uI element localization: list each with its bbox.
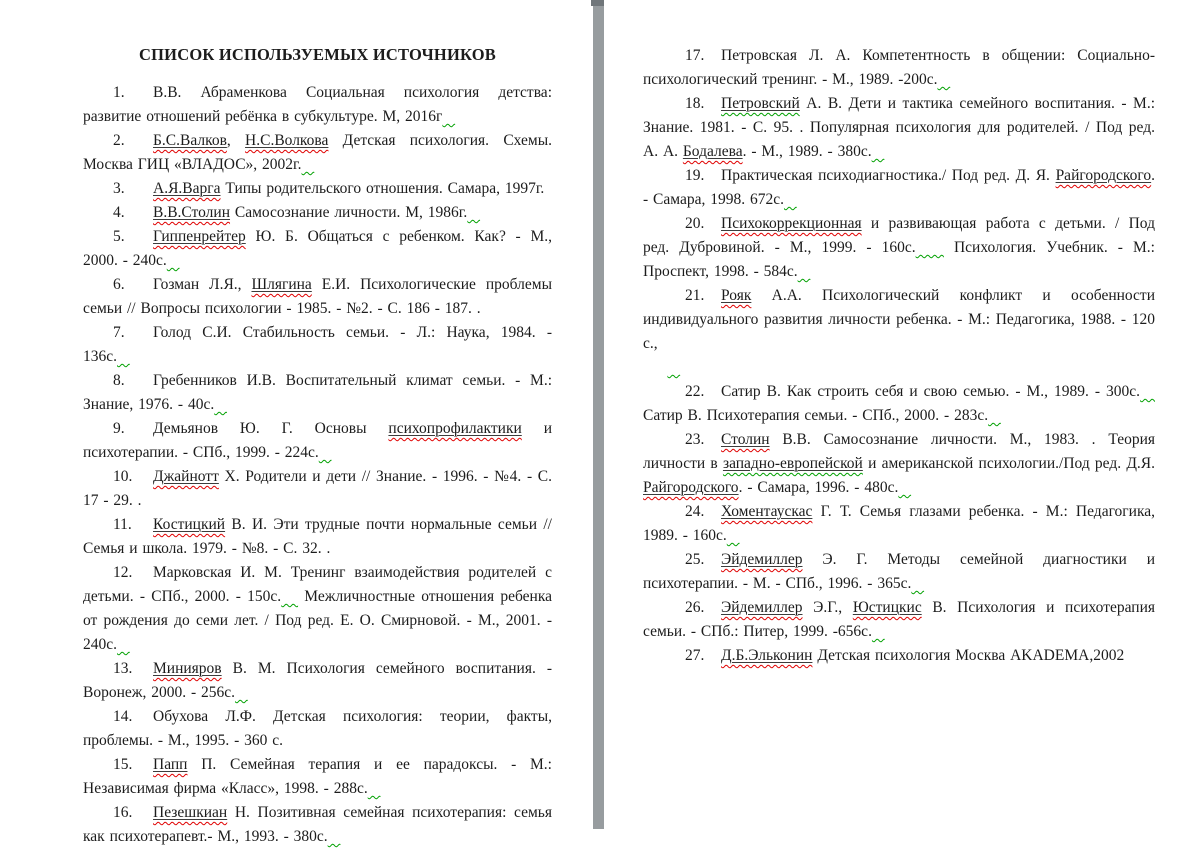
grammar-squiggle-mark xyxy=(235,685,248,700)
spellcheck-flagged-word: Костицкий xyxy=(153,516,226,533)
grammar-flagged-word: западно-европейской xyxy=(722,455,863,472)
spellcheck-flagged-word: Н.С.Волкова xyxy=(245,132,329,149)
reference-item[interactable]: 14. Обухова Л.Ф. Детская психология: теории, факты, проблемы. - М., 1995. - 360 с. xyxy=(83,705,552,753)
item-number: 12. xyxy=(113,564,133,581)
reference-item[interactable]: 7. Голод С.И. Стабильность семьи. - Л.: Наука, 1984. - 136с. xyxy=(83,321,552,369)
grammar-squiggle-mark xyxy=(442,109,455,124)
spellcheck-flagged-word: Бодалева xyxy=(682,143,743,160)
reference-item[interactable]: 15. Папп П. Семейная терапия и ее парадоксы. - М.: Независимая фирма «Класс», 1998. - 288с. xyxy=(83,753,552,801)
spellcheck-flagged-word: Минияров xyxy=(153,660,222,677)
page-right-content xyxy=(604,0,1197,668)
spellcheck-flagged-word: Юстицкис xyxy=(852,599,922,616)
reference-item[interactable]: 12. Марковская И. М. Тренинг взаимодействия родителей с детьми. - СПб., 2000. - 150с. Межличностные отношения ребенка от рождения до семи лет. / Под ред. Е. О. Смирновой. - М., 2001. - 240с. xyxy=(83,561,552,657)
grammar-squiggle-mark xyxy=(467,205,480,220)
spellcheck-flagged-word: Столин xyxy=(721,431,770,448)
document-page-left[interactable] xyxy=(0,0,593,845)
reference-item[interactable]: 25. Эйдемиллер Э. Г. Методы семейной диагностики и психотерапии. - М. - СПб., 1996. - 365с. xyxy=(643,548,1155,596)
item-number: 21. xyxy=(685,287,705,304)
item-number: 19. xyxy=(685,167,705,184)
spellcheck-flagged-word: психопрофилактики xyxy=(388,420,522,437)
item-number: 14. xyxy=(113,708,133,725)
grammar-squiggle-mark xyxy=(937,72,950,87)
reference-item[interactable]: 27. Д.Б.Эльконин Детская психология Москва AKADEMA,2002 xyxy=(643,644,1155,668)
item-number: 5. xyxy=(113,228,125,245)
grammar-squiggle-mark xyxy=(319,445,332,460)
grammar-squiggle-mark xyxy=(916,240,944,255)
reference-item[interactable]: 10. Джайнотт Х. Родители и дети // Знание. - 1996. - №4. - С. 17 - 29. . xyxy=(83,465,552,513)
item-number: 22. xyxy=(685,383,705,400)
reference-item[interactable]: 8. Гребенников И.В. Воспитательный климат семьи. - М.: Знание, 1976. - 40с. xyxy=(83,369,552,417)
grammar-squiggle-mark xyxy=(667,360,680,375)
grammar-squiggle-mark xyxy=(872,624,885,639)
spellcheck-flagged-word: Джайнотт xyxy=(153,468,219,485)
spellcheck-flagged-word: Райгородского xyxy=(643,479,739,496)
reference-item[interactable]: 13. Минияров В. М. Психология семейного воспитания. - Воронеж, 2000. - 256с. xyxy=(83,657,552,705)
item-number: 13. xyxy=(113,660,133,677)
spellcheck-flagged-word: Шлягина xyxy=(251,276,312,293)
item-number: 7. xyxy=(113,324,125,341)
reference-item[interactable]: 1. В.В. Абраменкова Социальная психология детства: развитие отношений ребёнка в субкультуре. М, 2016г xyxy=(83,81,552,129)
spellcheck-flagged-word: Психокоррекционная xyxy=(721,215,862,232)
spellcheck-flagged-word: Гиппенрейтер xyxy=(153,228,246,245)
page-left-content xyxy=(0,0,593,849)
item-number: 15. xyxy=(113,756,133,773)
grammar-squiggle-mark xyxy=(117,637,130,652)
document-page-right[interactable] xyxy=(604,0,1197,829)
reference-item[interactable]: 24. Хоментаускас Г. Т. Семья глазами ребенка. - М.: Педагогика, 1989. - 160с. xyxy=(643,500,1155,548)
reference-list-left xyxy=(83,81,552,849)
spellcheck-flagged-word: Пезешкиан xyxy=(153,804,228,821)
item-number: 20. xyxy=(685,215,705,232)
item-number: 27. xyxy=(685,647,705,664)
spellcheck-flagged-word: Рояк xyxy=(721,287,752,304)
grammar-squiggle-mark xyxy=(368,781,381,796)
page-gap xyxy=(593,0,604,829)
reference-item[interactable]: 26. Эйдемиллер Э.Г., Юстицкис В. Психология и психотерапия семьи. - СПб.: Питер, 1999. -656с. xyxy=(643,596,1155,644)
reference-item[interactable]: 16. Пезешкиан Н. Позитивная семейная психотерапия: семья как психотерапевт.- М., 1993. - 380с. xyxy=(83,801,552,849)
item-number: 9. xyxy=(113,420,125,437)
reference-item[interactable]: 2. Б.С.Валков, Н.С.Волкова Детская психология. Схемы. Москва ГИЦ «ВЛАДОС», 2002г. xyxy=(83,129,552,177)
grammar-squiggle-mark xyxy=(214,397,227,412)
grammar-squiggle-mark xyxy=(898,480,911,495)
item-number: 18. xyxy=(685,95,705,112)
item-number: 11. xyxy=(113,516,132,533)
spellcheck-flagged-word: В.В.Столин xyxy=(153,204,231,221)
grammar-squiggle-mark xyxy=(784,192,797,207)
reference-item[interactable]: 21. Рояк А.А. Психологический конфликт и особенности индивидуального развития личности ребенка. - М.: Педагогика, 1988. - 120 с., xyxy=(643,284,1155,380)
grammar-squiggle-mark xyxy=(1140,384,1155,399)
reference-item[interactable]: 4. В.В.Столин Самосознание личности. М, 1986г. xyxy=(83,201,552,225)
spellcheck-flagged-word: Райгородского xyxy=(1055,167,1152,184)
spellcheck-flagged-word: Б.С.Валков xyxy=(153,132,227,149)
spellcheck-flagged-word: Д.Б.Эльконин xyxy=(721,647,813,664)
grammar-squiggle-mark xyxy=(117,349,130,364)
item-number: 25. xyxy=(685,551,705,568)
reference-item[interactable]: 6. Гозман Л.Я., Шлягина Е.И. Психологические проблемы семьи // Вопросы психологии - 1985. - №2. - С. 186 - 187. . xyxy=(83,273,552,321)
reference-item[interactable]: 19. Практическая психодиагностика./ Под ред. Д. Я. Райгородского. - Самара, 1998. 672с. xyxy=(643,164,1155,212)
item-number: 6. xyxy=(113,276,125,293)
reference-item[interactable]: 11. Костицкий В. И. Эти трудные почти нормальные семьи // Семья и школа. 1979. - №8. - С. 32. . xyxy=(83,513,552,561)
grammar-squiggle-mark xyxy=(798,264,811,279)
spellcheck-flagged-word: Эйдемиллер xyxy=(721,599,803,616)
reference-item[interactable]: 3. А.Я.Варга Типы родительского отношения. Самара, 1997г. xyxy=(83,177,552,201)
item-number: 4. xyxy=(113,204,125,221)
grammar-squiggle-mark xyxy=(988,408,1001,423)
grammar-squiggle-mark xyxy=(727,528,740,543)
item-number: 23. xyxy=(685,431,705,448)
spellcheck-flagged-word: Эйдемиллер xyxy=(721,551,803,568)
grammar-squiggle-mark xyxy=(872,144,885,159)
grammar-flagged-word: Петровский xyxy=(721,95,800,112)
item-number: 1. xyxy=(113,84,125,101)
grammar-squiggle-mark xyxy=(281,589,298,604)
item-number: 10. xyxy=(113,468,133,485)
spellcheck-flagged-word: А.Я.Варга xyxy=(153,180,221,197)
item-number: 24. xyxy=(685,503,705,520)
grammar-squiggle-mark xyxy=(167,253,180,268)
grammar-squiggle-mark xyxy=(328,829,341,844)
document-title[interactable]: СПИСОК ИСПОЛЬЗУЕМЫХ ИСТОЧНИКОВ xyxy=(139,45,496,64)
spellcheck-flagged-word: Папп xyxy=(153,756,188,773)
reference-list-right xyxy=(643,44,1155,668)
reference-item[interactable]: 9. Демьянов Ю. Г. Основы психопрофилактики и психотерапии. - СПб., 1999. - 224с. xyxy=(83,417,552,465)
reference-item[interactable]: 17. Петровская Л. А. Компетентность в общении: Социально-психологический тренинг. - М., 1989. -200с. xyxy=(643,44,1155,92)
reference-item[interactable]: 23. Столин В.В. Самосознание личности. М., 1983. . Теория личности в западно-европейской и американской психологии./Под ред. Д.Я. Райгородского. - Самара, 1996. - 480с. xyxy=(643,428,1155,500)
item-number: 17. xyxy=(685,47,705,64)
item-number: 3. xyxy=(113,180,125,197)
reference-item[interactable]: 22. Сатир В. Как строить себя и свою семью. - М., 1989. - 300с. Сатир В. Психотерапия семьи. - СПб., 2000. - 283с. xyxy=(643,380,1155,428)
reference-item[interactable]: 18. Петровский А. В. Дети и тактика семейного воспитания. - М.: Знание. 1981. - С. 95. . Популярная психология для родителей. / Под ред. А. А. Бодалева. - М., 1989. - 380с. xyxy=(643,92,1155,164)
spellcheck-flagged-word: Хоментаускас xyxy=(721,503,813,520)
item-number: 16. xyxy=(113,804,133,821)
item-number: 8. xyxy=(113,372,125,389)
item-number: 2. xyxy=(113,132,125,149)
reference-item[interactable]: 20. Психокоррекционная и развивающая работа с детьми. / Под ред. Дубровиной. - М., 1999. - 160с. Психология. Учебник. - М.: Проспект, 1998. - 584с. xyxy=(643,212,1155,284)
grammar-squiggle-mark xyxy=(911,576,924,591)
item-number: 26. xyxy=(685,599,705,616)
grammar-squiggle-mark xyxy=(302,157,315,172)
reference-item[interactable]: 5. Гиппенрейтер Ю. Б. Общаться с ребенком. Как? - М., 2000. - 240с. xyxy=(83,225,552,273)
